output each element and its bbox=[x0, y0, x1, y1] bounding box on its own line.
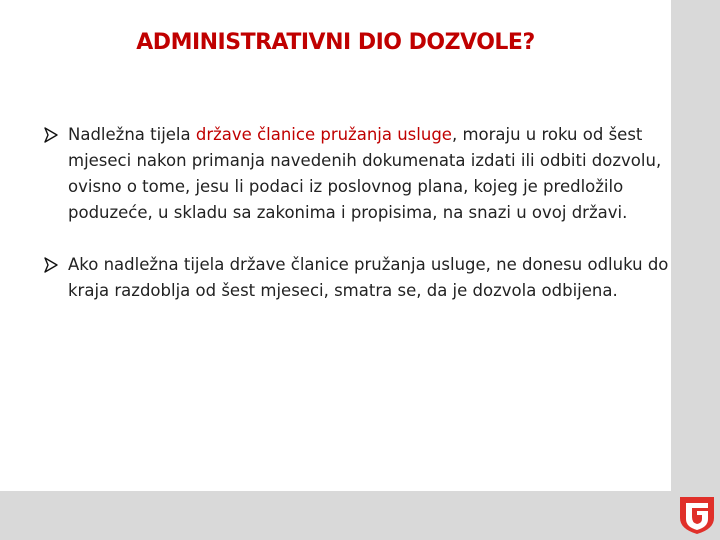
bullet-1-highlight: države članice pružanja usluge bbox=[195, 125, 452, 144]
arrow-bullet-icon bbox=[44, 127, 58, 143]
bullet-1-text-end: , moraju u roku od šest mjeseci nakon primanja navedenih dokumenata izdati ili odbiti dozvolu, ovisno o tome, jesu li podaci iz poslovnog plana, kojeg je predložilo poduzeće, u skladu sa zakonima i propisima, na snazi u ovoj državi. bbox=[68, 125, 662, 222]
logo-icon bbox=[677, 494, 717, 536]
bottom-decor-bar bbox=[0, 491, 720, 540]
slide-title: ADMINISTRATIVNI DIO DOZVOLE? bbox=[136, 30, 535, 55]
bullet-2-text: Ako nadležna tijela države članice pružanja usluge, ne donesu odluku do kraja razdoblja od šest mjeseci, smatra se, da je dozvola odbijena. bbox=[68, 255, 669, 300]
bullet-item-2 bbox=[44, 252, 669, 304]
arrow-bullet-icon bbox=[44, 257, 58, 273]
bullet-1-text-start: Nadležna tijela bbox=[68, 125, 196, 144]
bullet-list bbox=[44, 122, 669, 330]
right-decor-bar bbox=[671, 0, 720, 540]
bullet-item-1 bbox=[44, 122, 669, 226]
